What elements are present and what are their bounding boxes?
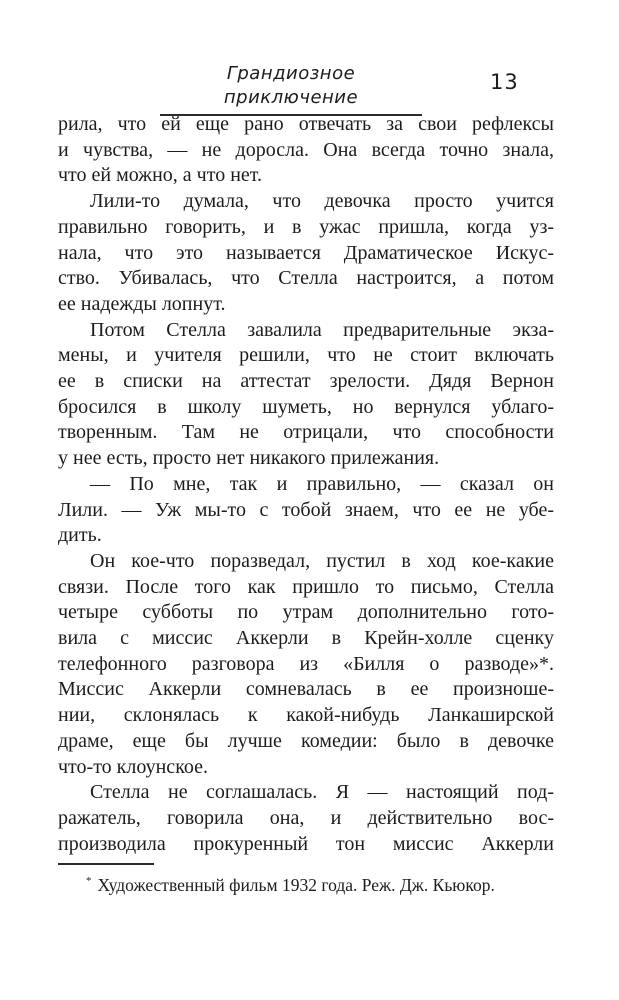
footnote	[58, 869, 554, 897]
paragraph	[58, 549, 554, 780]
text-line: у нее есть, просто нет никакого прилежания.	[58, 447, 440, 470]
text-line: Лили-то думала, что девочка просто учится	[90, 190, 554, 213]
paragraph	[58, 780, 554, 857]
text-line: Миссис Аккерли сомневалась в ее произноше-	[58, 678, 554, 701]
text-line: ражатель, говорила она, и действительно вос-	[58, 806, 554, 829]
text-line: и чувства, — не доросла. Она всегда точно знала,	[58, 138, 554, 161]
text-line: правильно говорить, и в ужас пришла, когда уз-	[58, 215, 554, 238]
text-line: Он кое-что поразведал, пустил в ход кое-какие	[90, 549, 554, 572]
text-line: производила прокуренный тон миссис Аккерли	[58, 832, 554, 855]
text-line: четыре субботы по утрам дополнительно гото-	[58, 601, 554, 624]
text-line: ство. Убивалась, что Стелла настроится, а потом	[58, 267, 554, 290]
text-line: что-то клоунское.	[58, 755, 209, 778]
footnote-separator	[58, 863, 154, 865]
text-line: — По мне, так и правильно, — сказал он	[90, 472, 554, 495]
text-line: связи. После того как пришло то письмо, Стелла	[58, 575, 554, 598]
text-line: мены, и учителя решили, что не стоит включать	[58, 344, 554, 367]
running-title: Грандиозное приключение	[160, 62, 422, 116]
text-line: Потом Стелла завалила предварительные экза-	[90, 318, 554, 341]
text-line: Лили. — Уж мы-то с тобой знаем, что ее не убе-	[58, 498, 554, 521]
paragraph	[58, 189, 554, 318]
text-line: вила с миссис Аккерли в Крейн-холле сценку	[58, 627, 554, 650]
text-line: драме, еще бы лучше комедии: было в девочке	[58, 729, 554, 752]
text-line: что ей можно, а что нет.	[58, 164, 263, 187]
text-line: творенным. Там не отрицали, что способности	[58, 421, 554, 444]
page-number: 13	[490, 70, 519, 94]
text-line: ее надежды лопнут.	[58, 292, 226, 315]
footnote-marker: *	[86, 875, 92, 887]
text-line: нала, что это называется Драматическое Искус-	[58, 241, 554, 264]
paragraph	[58, 472, 554, 549]
text-line: телефонного разговора из «Билля о разводе»*.	[58, 652, 554, 675]
text-line: ее в списки на аттестат зрелости. Дядя Вернон	[58, 370, 554, 393]
text-line: дить.	[58, 524, 102, 547]
paragraph	[58, 112, 554, 189]
body-text	[58, 112, 554, 857]
text-line: бросился в школу шуметь, но вернулся ублаго-	[58, 395, 554, 418]
paragraph	[58, 318, 554, 472]
footnote-body: Художественный фильм 1932 года. Реж. Дж. Кьюкор.	[97, 874, 495, 895]
text-line: рила, что ей еще рано отвечать за свои рефлексы	[58, 113, 554, 135]
text-line: нии, склонялась к какой-нибудь Ланкаширской	[58, 704, 554, 727]
text-line: Стелла не соглашалась. Я — настоящий под-	[90, 781, 554, 804]
